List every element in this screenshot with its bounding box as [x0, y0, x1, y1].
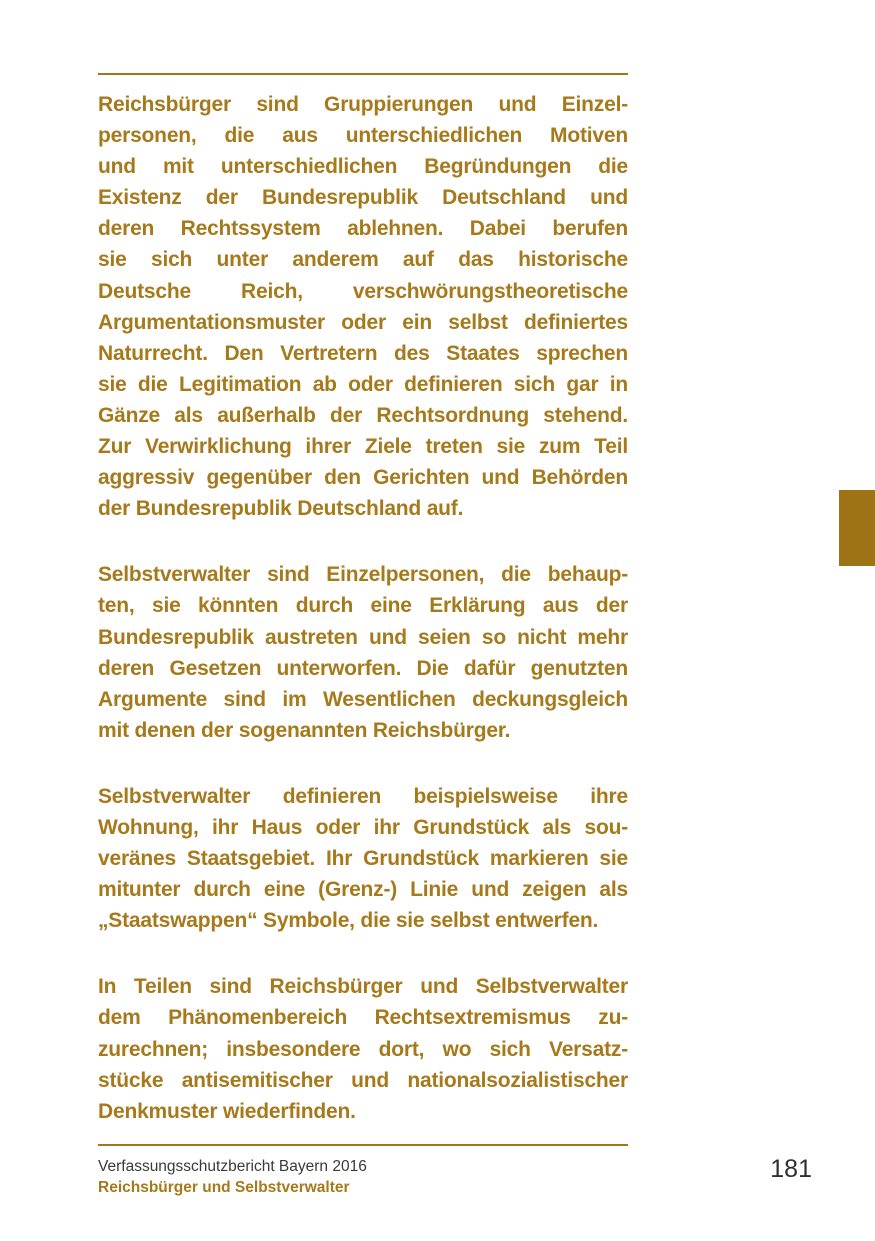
paragraph	[98, 89, 628, 524]
paragraph	[98, 971, 628, 1126]
text-line: personen, die aus unterschiedlichen Motiven	[98, 124, 628, 148]
text-line: Wohnung, ihr Haus oder ihr Grundstück als sou-	[98, 815, 628, 839]
text-line: Argumentationsmuster oder ein selbst definiertes	[98, 310, 628, 334]
text-line: deren Gesetzen unterworfen. Die dafür genutzten	[98, 656, 628, 680]
text-line: Zur Verwirklichung ihrer Ziele treten sie zum Teil	[98, 435, 628, 459]
text-line: Deutsche Reich, verschwörungstheoretische	[98, 279, 628, 303]
body-text	[98, 89, 628, 1127]
text-line: In Teilen sind Reichsbürger und Selbstverwalter	[98, 975, 628, 999]
paragraph	[98, 781, 628, 936]
footer-report-title: Verfassungsschutzbericht Bayern 2016	[98, 1158, 367, 1175]
text-line: mit denen der sogenannten Reichsbürger.	[98, 718, 511, 742]
text-line: deren Rechtssystem ablehnen. Dabei berufen	[98, 217, 628, 241]
page-number: 181	[770, 1155, 812, 1183]
text-line: Bundesrepublik austreten und seien so nicht mehr	[98, 625, 628, 649]
text-line: und mit unterschiedlichen Begründungen die	[98, 155, 628, 179]
text-line: Naturrecht. Den Vertretern des Staates sprechen	[98, 341, 628, 365]
page-footer	[98, 1157, 367, 1198]
text-line: Gänze als außerhalb der Rechtsordnung stehend.	[98, 403, 628, 427]
text-line: stücke antisemitischer und nationalsozialistischer	[98, 1068, 628, 1092]
bottom-rule	[98, 1144, 628, 1146]
text-line: Selbstverwalter sind Einzelpersonen, die behaup-	[98, 563, 628, 587]
top-rule	[98, 73, 628, 75]
text-line: dem Phänomenbereich Rechtsextremismus zu-	[98, 1006, 628, 1030]
text-line: zurechnen; insbesondere dort, wo sich Versatz-	[98, 1037, 628, 1061]
text-line: Reichsbürger sind Gruppierungen und Einzel-	[98, 93, 628, 116]
text-line: Denkmuster wiederfinden.	[98, 1099, 356, 1123]
text-line: veränes Staatsgebiet. Ihr Grundstück markieren sie	[98, 847, 628, 871]
chapter-edge-tab	[839, 490, 875, 566]
text-line: Existenz der Bundesrepublik Deutschland und	[98, 186, 628, 210]
text-line: mitunter durch eine (Grenz-) Linie und zeigen als	[98, 878, 628, 902]
text-line: sie sich unter anderem auf das historische	[98, 248, 628, 272]
text-line: „Staatswappen“ Symbole, die sie selbst entwerfen.	[98, 909, 599, 933]
text-line: aggressiv gegenüber den Gerichten und Behörden	[98, 466, 628, 490]
text-line: Selbstverwalter definieren beispielsweise ihre	[98, 784, 628, 808]
text-line: sie die Legitimation ab oder definieren sich gar in	[98, 372, 628, 396]
paragraph	[98, 559, 628, 746]
footer-chapter-title: Reichsbürger und Selbstverwalter	[98, 1178, 350, 1196]
text-line: Argumente sind im Wesentlichen deckungsgleich	[98, 687, 628, 711]
text-line: der Bundesrepublik Deutschland auf.	[98, 497, 464, 521]
text-line: ten, sie könnten durch eine Erklärung aus der	[98, 594, 628, 618]
